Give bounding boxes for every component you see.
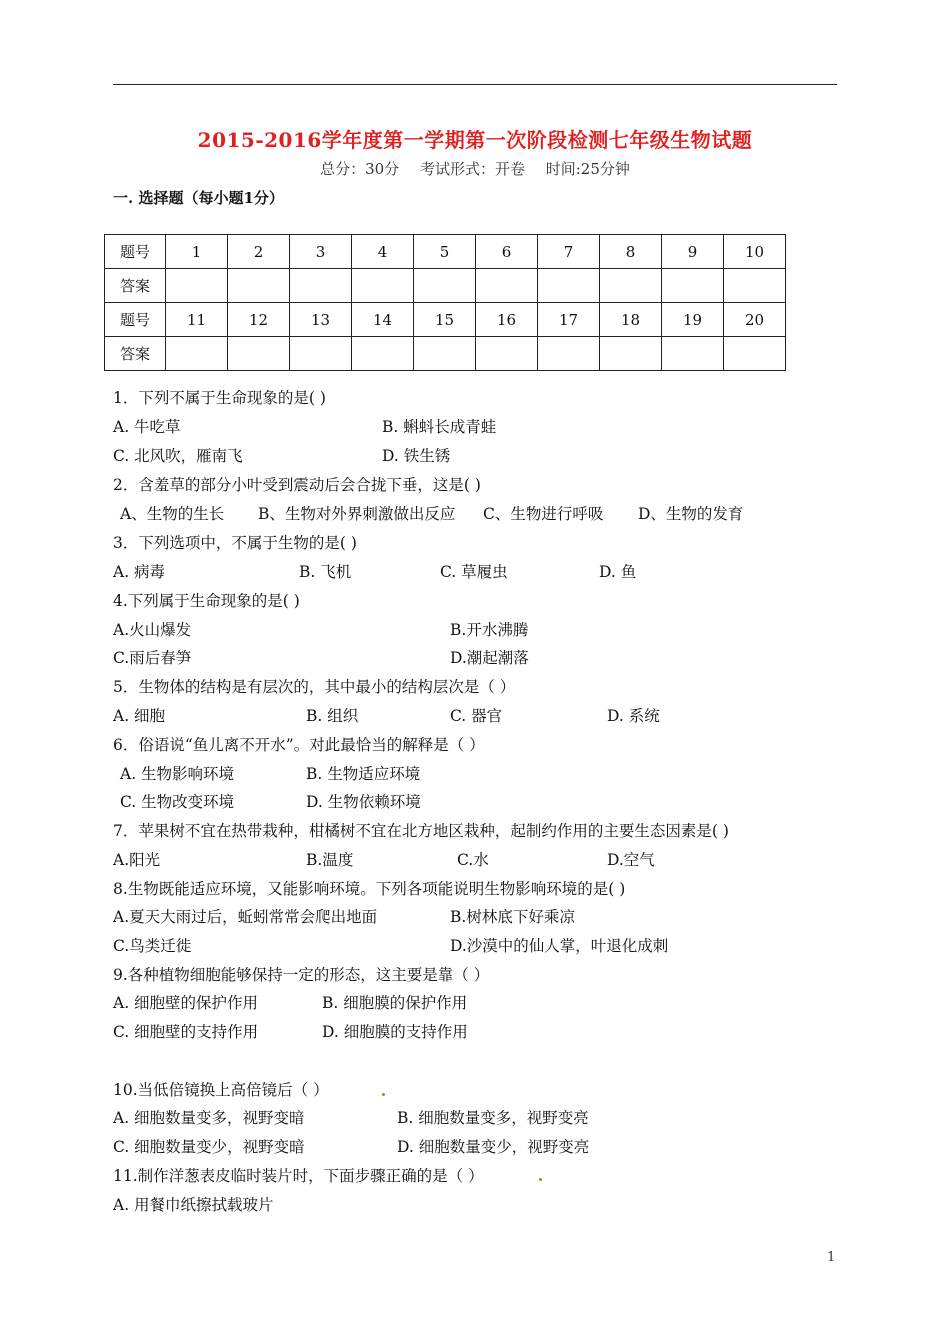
exam-time: 时间:25分钟 <box>545 160 630 178</box>
table-row <box>105 303 786 337</box>
answer-cell[interactable] <box>352 337 414 371</box>
option: C.水 <box>457 851 489 869</box>
exam-info <box>0 158 950 179</box>
option: D. 细胞数量变少，视野变亮 <box>397 1138 590 1156</box>
question-number: 5 <box>414 235 476 269</box>
option: C、生物进行呼吸 <box>483 505 604 523</box>
option: A. 细胞 <box>113 707 166 725</box>
question-number: 20 <box>724 303 786 337</box>
row-label: 答案 <box>105 269 166 303</box>
option: C. 生物改变环境 <box>120 793 235 811</box>
option: B.树林底下好乘凉 <box>450 908 575 926</box>
answer-cell[interactable] <box>600 269 662 303</box>
answer-cell[interactable] <box>166 269 228 303</box>
option: B. 飞机 <box>299 563 352 581</box>
option: A. 牛吃草 <box>113 418 181 436</box>
option: B. 生物适应环境 <box>306 765 421 783</box>
exam-title: 2015-2016学年度第一学期第一次阶段检测七年级生物试题 <box>197 128 753 152</box>
option: B. 组织 <box>306 707 359 725</box>
decorative-dot <box>539 1178 542 1181</box>
answer-cell[interactable] <box>476 269 538 303</box>
question-stem: 11.制作洋葱表皮临时装片时，下面步骤正确的是（ ） <box>113 1167 484 1185</box>
question-stem: 10.当低倍镜换上高倍镜后（ ） <box>113 1081 329 1099</box>
question-stem: 1．下列不属于生命现象的是( ) <box>113 389 326 407</box>
option: D. 铁生锈 <box>382 447 451 465</box>
question-number: 14 <box>352 303 414 337</box>
question-stem: 3．下列选项中，不属于生物的是( ) <box>113 534 357 552</box>
option: D.空气 <box>607 851 655 869</box>
answer-cell[interactable] <box>228 269 290 303</box>
page-number: 1 <box>827 1250 836 1265</box>
decorative-dot <box>382 1093 385 1096</box>
question-stem: 9.各种植物细胞能够保持一定的形态，这主要是靠（ ） <box>113 966 490 984</box>
answer-cell[interactable] <box>290 337 352 371</box>
option: D. 系统 <box>607 707 660 725</box>
option: C.雨后春笋 <box>113 649 192 667</box>
question-number: 9 <box>662 235 724 269</box>
question-number: 7 <box>538 235 600 269</box>
option: A. 用餐巾纸擦拭载玻片 <box>113 1196 274 1214</box>
answer-cell[interactable] <box>662 337 724 371</box>
option: D、生物的发育 <box>638 505 744 523</box>
option: A.火山爆发 <box>113 621 192 639</box>
answer-cell[interactable] <box>352 269 414 303</box>
total-score: 总分：30分 <box>320 160 400 178</box>
question-number: 19 <box>662 303 724 337</box>
section-title: 一. 选择题（每小题1分） <box>113 189 284 207</box>
option: A. 细胞壁的保护作用 <box>113 994 259 1012</box>
answer-cell[interactable] <box>600 337 662 371</box>
option: B. 细胞数量变多，视野变亮 <box>397 1109 589 1127</box>
answer-cell[interactable] <box>290 269 352 303</box>
option: C. 细胞壁的支持作用 <box>113 1023 259 1041</box>
question-number: 8 <box>600 235 662 269</box>
option: C. 草履虫 <box>440 563 508 581</box>
question-stem: 7．苹果树不宜在热带栽种，柑橘树不宜在北方地区栽种，起制约作用的主要生态因素是( ) <box>113 822 729 840</box>
option: D. 生物依赖环境 <box>306 793 421 811</box>
option: A、生物的生长 <box>120 505 225 523</box>
header-rule <box>113 84 837 85</box>
question-stem: 2．含羞草的部分小叶受到震动后会合拢下垂，这是( ) <box>113 476 481 494</box>
option: D. 鱼 <box>599 563 637 581</box>
question-number: 18 <box>600 303 662 337</box>
question-number: 16 <box>476 303 538 337</box>
option: D.潮起潮落 <box>450 649 529 667</box>
option: B.温度 <box>306 851 354 869</box>
option: C. 细胞数量变少，视野变暗 <box>113 1138 305 1156</box>
option: B.开水沸腾 <box>450 621 529 639</box>
answer-cell[interactable] <box>166 337 228 371</box>
question-stem: 5．生物体的结构是有层次的，其中最小的结构层次是（ ） <box>113 678 516 696</box>
row-label: 题号 <box>105 235 166 269</box>
option: C. 器官 <box>450 707 503 725</box>
option: D.沙漠中的仙人掌，叶退化成刺 <box>450 937 669 955</box>
row-label: 答案 <box>105 337 166 371</box>
question-number: 4 <box>352 235 414 269</box>
question-number: 3 <box>290 235 352 269</box>
answer-cell[interactable] <box>724 269 786 303</box>
question-number: 12 <box>228 303 290 337</box>
table-row <box>105 269 786 303</box>
option: B. 蝌蚪长成青蛙 <box>382 418 497 436</box>
question-number: 6 <box>476 235 538 269</box>
question-number: 17 <box>538 303 600 337</box>
option: C. 北风吹，雁南飞 <box>113 447 243 465</box>
question-number: 2 <box>228 235 290 269</box>
question-number: 15 <box>414 303 476 337</box>
answer-cell[interactable] <box>476 337 538 371</box>
exam-form: 考试形式：开卷 <box>419 160 525 178</box>
table-row <box>105 235 786 269</box>
question-number: 10 <box>724 235 786 269</box>
question-stem: 6．俗语说“鱼儿离不开水”。对此最恰当的解释是（ ） <box>113 736 485 754</box>
row-label: 题号 <box>105 303 166 337</box>
question-stem: 8.生物既能适应环境，又能影响环境。下列各项能说明生物影响环境的是( ) <box>113 880 626 898</box>
table-row <box>105 337 786 371</box>
option: A. 生物影响环境 <box>120 765 235 783</box>
option: A.阳光 <box>113 851 161 869</box>
answer-table <box>104 234 786 371</box>
answer-cell[interactable] <box>724 337 786 371</box>
option: A. 细胞数量变多，视野变暗 <box>113 1109 305 1127</box>
question-stem: 4.下列属于生命现象的是( ) <box>113 592 300 610</box>
answer-cell[interactable] <box>538 337 600 371</box>
option: D. 细胞膜的支持作用 <box>322 1023 468 1041</box>
option: A. 病毒 <box>113 563 166 581</box>
question-number: 13 <box>290 303 352 337</box>
question-number: 11 <box>166 303 228 337</box>
option: B. 细胞膜的保护作用 <box>322 994 468 1012</box>
answer-cell[interactable] <box>414 337 476 371</box>
answer-cell[interactable] <box>414 269 476 303</box>
option: C.鸟类迁徙 <box>113 937 192 955</box>
answer-cell[interactable] <box>662 269 724 303</box>
answer-cell[interactable] <box>538 269 600 303</box>
option: B、生物对外界刺激做出反应 <box>258 505 456 523</box>
question-number: 1 <box>166 235 228 269</box>
option: A.夏天大雨过后，蚯蚓常常会爬出地面 <box>113 908 378 926</box>
answer-cell[interactable] <box>228 337 290 371</box>
